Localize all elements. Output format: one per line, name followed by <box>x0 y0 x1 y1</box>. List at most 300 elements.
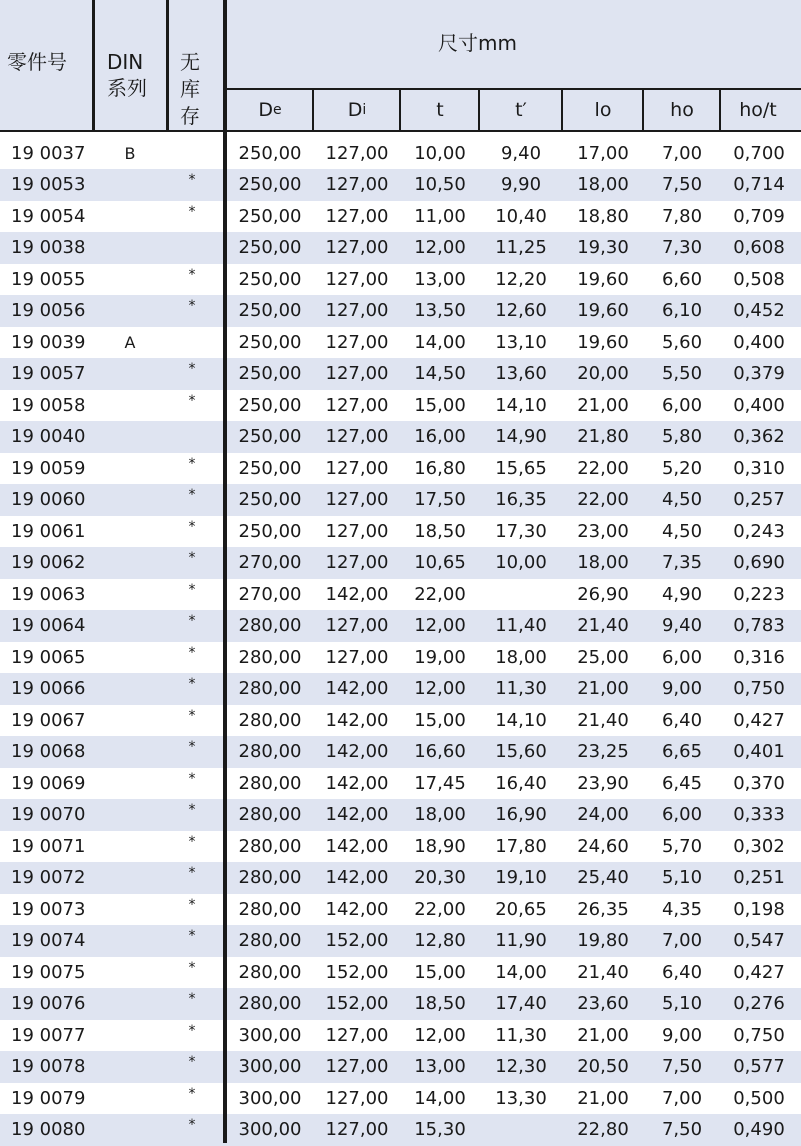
ho-cell: 5,20 <box>661 457 703 479</box>
t-cell: 15,00 <box>414 709 466 731</box>
t-prime-cell: 18,00 <box>495 646 547 668</box>
part-number-cell: 19 0067 <box>11 709 86 731</box>
no-stock-mark: * <box>188 613 196 629</box>
din-series-cell <box>94 201 166 233</box>
t-cell: 19,00 <box>414 646 466 668</box>
din-series-cell <box>94 579 166 611</box>
t-cell: 13,00 <box>414 268 466 290</box>
t-prime-cell: 17,30 <box>495 520 547 542</box>
t-cell: 20,30 <box>414 867 466 888</box>
header-de-sub: e <box>273 102 282 118</box>
divider-header-body <box>0 130 801 132</box>
table-row <box>0 705 801 737</box>
t-prime-cell: 16,35 <box>495 489 547 510</box>
di-cell: 127,00 <box>325 300 389 321</box>
lo-cell: 17,00 <box>577 142 629 164</box>
table-row <box>0 768 801 800</box>
t-cell: 15,00 <box>414 961 466 983</box>
lo-cell: 19,60 <box>577 268 629 290</box>
no-stock-mark: * <box>188 1054 196 1070</box>
di-cell: 142,00 <box>325 741 389 762</box>
no-stock-mark <box>168 138 216 170</box>
din-series-cell <box>94 358 166 390</box>
ho-t-cell: 0,452 <box>733 300 785 321</box>
ho-cell: 6,10 <box>661 300 703 321</box>
t-cell: 17,45 <box>414 772 466 794</box>
t-prime-cell: 12,20 <box>495 268 547 290</box>
table-row <box>0 862 801 894</box>
din-series-cell <box>94 453 166 485</box>
part-number-cell: 19 0079 <box>11 1087 86 1109</box>
din-series-cell <box>94 169 166 201</box>
table-row <box>0 736 801 768</box>
t-prime-cell: 17,80 <box>495 835 547 857</box>
lo-cell: 23,00 <box>577 520 629 542</box>
t-cell: 16,60 <box>414 741 466 762</box>
table-row <box>0 169 801 201</box>
header-part-no: 零件号 <box>7 50 67 74</box>
de-cell: 280,00 <box>238 678 302 699</box>
header-ho: ho <box>670 99 694 121</box>
ho-cell: 7,50 <box>661 1119 703 1140</box>
table-row <box>0 1083 801 1115</box>
no-stock-mark: * <box>188 676 196 692</box>
din-series-cell <box>94 957 166 989</box>
lo-cell: 21,80 <box>577 426 629 447</box>
divider-di-t <box>399 88 401 131</box>
lo-cell: 21,00 <box>577 1087 629 1109</box>
header-t-prime: t′ <box>515 99 527 121</box>
t-prime-cell: 9,90 <box>500 174 542 195</box>
lo-cell: 24,00 <box>577 804 629 825</box>
part-number-cell: 19 0074 <box>11 930 86 951</box>
de-cell: 280,00 <box>238 898 302 920</box>
no-stock-mark: * <box>188 644 196 661</box>
de-cell: 280,00 <box>238 961 302 983</box>
din-series-cell <box>94 799 166 831</box>
t-cell: 18,00 <box>414 804 466 825</box>
table-row <box>0 925 801 957</box>
di-cell: 142,00 <box>325 678 389 699</box>
di-cell: 127,00 <box>325 331 389 353</box>
lo-cell: 26,35 <box>577 898 629 920</box>
no-stock-mark: * <box>188 770 196 787</box>
lo-cell: 22,00 <box>577 489 629 510</box>
no-stock-mark: * <box>188 1117 196 1133</box>
part-number-cell: 19 0039 <box>11 331 86 353</box>
header-t: t <box>436 99 444 121</box>
din-series-cell <box>94 988 166 1020</box>
divider-part-din <box>92 0 95 131</box>
di-cell: 152,00 <box>325 930 389 951</box>
no-stock-mark: * <box>188 203 196 220</box>
ho-cell: 4,35 <box>661 898 703 920</box>
t-cell: 17,50 <box>414 489 466 510</box>
t-cell: 15,00 <box>414 394 466 416</box>
t-prime-cell: 12,30 <box>495 1056 547 1077</box>
din-series-cell <box>94 421 166 453</box>
header-de-main: D <box>258 99 273 121</box>
lo-cell: 19,30 <box>577 237 629 258</box>
di-cell: 127,00 <box>325 268 389 290</box>
lo-cell: 19,60 <box>577 300 629 321</box>
table-row <box>0 642 801 674</box>
de-cell: 250,00 <box>238 205 302 227</box>
t-cell: 12,00 <box>414 1024 466 1046</box>
table-row <box>0 957 801 989</box>
di-cell: 127,00 <box>325 1056 389 1077</box>
t-cell: 12,80 <box>414 930 466 951</box>
part-number-cell: 19 0070 <box>11 804 86 825</box>
de-cell: 250,00 <box>238 489 302 510</box>
ho-t-cell: 0,690 <box>733 552 785 573</box>
ho-cell: 5,80 <box>661 426 703 447</box>
no-stock-mark: * <box>188 707 196 724</box>
no-stock-mark: * <box>188 392 196 409</box>
de-cell: 250,00 <box>238 268 302 290</box>
di-cell: 127,00 <box>325 1087 389 1109</box>
table-row <box>0 988 801 1020</box>
part-number-cell: 19 0072 <box>11 867 86 888</box>
divider-tp-lo <box>561 88 563 131</box>
lo-cell: 19,80 <box>577 930 629 951</box>
lo-cell: 18,00 <box>577 552 629 573</box>
no-stock-mark: * <box>188 361 196 377</box>
lo-cell: 25,40 <box>577 867 629 888</box>
t-prime-cell: 15,60 <box>495 741 547 762</box>
de-cell: 280,00 <box>238 867 302 888</box>
ho-t-cell: 0,500 <box>733 1087 785 1109</box>
t-cell: 14,50 <box>414 363 466 384</box>
ho-t-cell: 0,379 <box>733 363 785 384</box>
ho-t-cell: 0,750 <box>733 1024 785 1046</box>
din-series-cell <box>94 484 166 516</box>
ho-t-cell: 0,508 <box>733 268 785 290</box>
ho-t-cell: 0,427 <box>733 709 785 731</box>
lo-cell: 18,80 <box>577 205 629 227</box>
di-cell: 127,00 <box>325 363 389 384</box>
ho-t-cell: 0,370 <box>733 772 785 794</box>
no-stock-mark: * <box>188 865 196 881</box>
part-number-cell: 19 0038 <box>11 237 86 258</box>
ho-t-cell: 0,700 <box>733 142 785 164</box>
lo-cell: 24,60 <box>577 835 629 857</box>
no-stock-mark: * <box>188 487 196 503</box>
de-cell: 250,00 <box>238 174 302 195</box>
divider-din-stock <box>166 0 169 131</box>
de-cell: 250,00 <box>238 300 302 321</box>
no-stock-mark: * <box>188 550 196 566</box>
part-number-cell: 19 0073 <box>11 898 86 920</box>
t-prime-cell: 13,30 <box>495 1087 547 1109</box>
no-stock-mark <box>168 232 216 264</box>
part-number-cell: 19 0077 <box>11 1024 86 1046</box>
t-cell: 22,00 <box>414 583 466 605</box>
table-row <box>0 201 801 233</box>
ho-t-cell: 0,276 <box>733 993 785 1014</box>
t-prime-cell: 14,90 <box>495 426 547 447</box>
lo-cell: 26,90 <box>577 583 629 605</box>
t-prime-cell: 11,40 <box>495 615 547 636</box>
de-cell: 280,00 <box>238 835 302 857</box>
ho-t-cell: 0,783 <box>733 615 785 636</box>
divider-ho-hot <box>719 88 721 131</box>
ho-cell: 7,00 <box>661 1087 703 1109</box>
din-series-cell <box>94 925 166 957</box>
de-cell: 280,00 <box>238 993 302 1014</box>
header-dimensions-title: 尺寸mm <box>438 31 517 55</box>
part-number-cell: 19 0068 <box>11 741 86 762</box>
de-cell: 300,00 <box>238 1087 302 1109</box>
part-number-cell: 19 0037 <box>11 142 86 164</box>
no-stock-mark: * <box>188 581 196 598</box>
no-stock-mark: * <box>188 455 196 472</box>
ho-t-cell: 0,223 <box>733 583 785 605</box>
din-series-cell <box>94 862 166 894</box>
part-number-cell: 19 0066 <box>11 678 86 699</box>
di-cell: 142,00 <box>325 867 389 888</box>
table-row <box>0 1114 801 1146</box>
table-row <box>0 453 801 485</box>
lo-cell: 21,40 <box>577 961 629 983</box>
di-cell: 127,00 <box>325 142 389 164</box>
ho-cell: 5,50 <box>661 363 703 384</box>
no-stock-mark: * <box>188 1022 196 1039</box>
no-stock-mark: * <box>188 739 196 755</box>
de-cell: 300,00 <box>238 1119 302 1140</box>
de-cell: 250,00 <box>238 426 302 447</box>
no-stock-mark: * <box>188 959 196 976</box>
t-prime-cell: 13,10 <box>495 331 547 353</box>
de-cell: 280,00 <box>238 741 302 762</box>
t-cell: 13,00 <box>414 1056 466 1077</box>
table-row <box>0 138 801 170</box>
table-row <box>0 673 801 705</box>
header-stock-line3: 存 <box>180 104 200 128</box>
ho-t-cell: 0,198 <box>733 898 785 920</box>
de-cell: 280,00 <box>238 804 302 825</box>
di-cell: 127,00 <box>325 1119 389 1140</box>
t-cell: 10,65 <box>414 552 466 573</box>
ho-cell: 6,65 <box>661 741 703 762</box>
din-series-cell: B <box>124 143 136 163</box>
header-stock-line2: 库 <box>180 77 200 101</box>
di-cell: 127,00 <box>325 552 389 573</box>
header-di <box>314 92 400 128</box>
ho-t-cell: 0,400 <box>733 331 785 353</box>
ho-cell: 7,80 <box>661 205 703 227</box>
din-series-cell <box>94 642 166 674</box>
ho-t-cell: 0,400 <box>733 394 785 416</box>
header-din-line1: DIN <box>107 50 144 74</box>
de-cell: 250,00 <box>238 237 302 258</box>
din-series-cell <box>94 610 166 642</box>
t-prime-cell: 16,40 <box>495 772 547 794</box>
din-series-cell <box>94 831 166 863</box>
ho-t-cell: 0,310 <box>733 457 785 479</box>
ho-t-cell: 0,709 <box>733 205 785 227</box>
lo-cell: 25,00 <box>577 646 629 668</box>
din-series-cell <box>94 390 166 422</box>
de-cell: 280,00 <box>238 646 302 668</box>
t-prime-cell: 14,10 <box>495 394 547 416</box>
header-di-main: D <box>347 99 363 121</box>
di-cell: 127,00 <box>325 520 389 542</box>
part-number-cell: 19 0056 <box>11 300 86 321</box>
part-number-cell: 19 0054 <box>11 205 86 227</box>
t-cell: 18,90 <box>414 835 466 857</box>
table-row <box>0 1020 801 1052</box>
header-lo: lo <box>594 99 612 121</box>
table-row <box>0 831 801 863</box>
no-stock-mark: * <box>188 802 196 818</box>
di-cell: 127,00 <box>325 394 389 416</box>
t-prime-cell <box>480 579 562 611</box>
di-cell: 152,00 <box>325 961 389 983</box>
de-cell: 250,00 <box>238 331 302 353</box>
ho-t-cell: 0,257 <box>733 489 785 510</box>
t-prime-cell: 14,00 <box>495 961 547 983</box>
table-row <box>0 421 801 453</box>
t-prime-cell: 11,90 <box>495 930 547 951</box>
ho-t-cell: 0,490 <box>733 1119 785 1140</box>
t-prime-cell <box>480 1114 562 1146</box>
ho-t-cell: 0,547 <box>733 930 785 951</box>
din-series-cell: A <box>124 332 136 352</box>
part-number-cell: 19 0069 <box>11 772 86 794</box>
t-cell: 22,00 <box>414 898 466 920</box>
table-row <box>0 579 801 611</box>
lo-cell: 22,80 <box>577 1119 629 1140</box>
ho-cell: 6,60 <box>661 268 703 290</box>
no-stock-mark: * <box>188 266 196 283</box>
table-row <box>0 232 801 264</box>
de-cell: 250,00 <box>238 394 302 416</box>
t-prime-cell: 17,40 <box>495 993 547 1014</box>
t-prime-cell: 16,90 <box>495 804 547 825</box>
part-number-cell: 19 0063 <box>11 583 86 605</box>
part-number-cell: 19 0071 <box>11 835 86 857</box>
ho-cell: 7,35 <box>661 552 703 573</box>
t-prime-cell: 14,10 <box>495 709 547 731</box>
table-row <box>0 264 801 296</box>
di-cell: 127,00 <box>325 489 389 510</box>
ho-cell: 6,40 <box>661 961 703 983</box>
divider-stock-dims <box>223 0 227 1143</box>
din-series-cell <box>94 736 166 768</box>
t-cell: 14,00 <box>414 331 466 353</box>
ho-cell: 6,40 <box>661 709 703 731</box>
part-number-cell: 19 0040 <box>11 426 86 447</box>
din-series-cell <box>94 1051 166 1083</box>
ho-cell: 5,10 <box>661 993 703 1014</box>
part-number-cell: 19 0065 <box>11 646 86 668</box>
t-cell: 12,00 <box>414 237 466 258</box>
din-series-cell <box>94 264 166 296</box>
t-cell: 12,00 <box>414 615 466 636</box>
part-number-cell: 19 0061 <box>11 520 86 542</box>
no-stock-mark: * <box>188 991 196 1007</box>
ho-cell: 4,90 <box>661 583 703 605</box>
t-cell: 14,00 <box>414 1087 466 1109</box>
part-number-cell: 19 0055 <box>11 268 86 290</box>
ho-cell: 7,00 <box>661 930 703 951</box>
di-cell: 142,00 <box>325 835 389 857</box>
de-cell: 250,00 <box>238 457 302 479</box>
di-cell: 127,00 <box>325 174 389 195</box>
header-di-sub: i <box>362 102 367 118</box>
din-series-cell <box>94 232 166 264</box>
de-cell: 250,00 <box>238 520 302 542</box>
divider-de-di <box>312 88 314 131</box>
part-number-cell: 19 0075 <box>11 961 86 983</box>
ho-cell: 4,50 <box>661 489 703 510</box>
table-row <box>0 516 801 548</box>
header-din-line2: 系列 <box>107 76 147 100</box>
table-row <box>0 610 801 642</box>
ho-t-cell: 0,251 <box>733 867 785 888</box>
de-cell: 280,00 <box>238 930 302 951</box>
din-series-cell <box>94 1114 166 1146</box>
de-cell: 250,00 <box>238 142 302 164</box>
t-prime-cell: 19,10 <box>495 867 547 888</box>
lo-cell: 18,00 <box>577 174 629 195</box>
no-stock-mark <box>168 421 216 453</box>
table-row <box>0 547 801 579</box>
t-cell: 16,00 <box>414 426 466 447</box>
table-row <box>0 1051 801 1083</box>
part-number-cell: 19 0078 <box>11 1056 86 1077</box>
ho-cell: 6,00 <box>661 804 703 825</box>
table-row <box>0 799 801 831</box>
ho-t-cell: 0,577 <box>733 1056 785 1077</box>
part-number-cell: 19 0060 <box>11 489 86 510</box>
table-row <box>0 894 801 926</box>
de-cell: 270,00 <box>238 552 302 573</box>
ho-t-cell: 0,427 <box>733 961 785 983</box>
table-row <box>0 358 801 390</box>
t-prime-cell: 20,65 <box>495 898 547 920</box>
de-cell: 250,00 <box>238 363 302 384</box>
di-cell: 142,00 <box>325 804 389 825</box>
de-cell: 300,00 <box>238 1024 302 1046</box>
ho-cell: 4,50 <box>661 520 703 542</box>
table-row <box>0 390 801 422</box>
lo-cell: 22,00 <box>577 457 629 479</box>
di-cell: 127,00 <box>325 205 389 227</box>
lo-cell: 20,00 <box>577 363 629 384</box>
di-cell: 127,00 <box>325 237 389 258</box>
ho-cell: 6,00 <box>661 646 703 668</box>
t-cell: 10,50 <box>414 174 466 195</box>
lo-cell: 23,60 <box>577 993 629 1014</box>
part-number-cell: 19 0053 <box>11 174 86 195</box>
ho-cell: 7,50 <box>661 174 703 195</box>
lo-cell: 21,00 <box>577 394 629 416</box>
de-cell: 280,00 <box>238 772 302 794</box>
t-cell: 10,00 <box>414 142 466 164</box>
ho-t-cell: 0,362 <box>733 426 785 447</box>
ho-cell: 6,45 <box>661 772 703 794</box>
t-prime-cell: 9,40 <box>500 142 542 164</box>
t-prime-cell: 12,60 <box>495 300 547 321</box>
no-stock-mark: * <box>188 518 196 535</box>
lo-cell: 23,25 <box>577 741 629 762</box>
ho-cell: 9,00 <box>661 678 703 699</box>
din-series-cell <box>94 295 166 327</box>
de-cell: 280,00 <box>238 615 302 636</box>
table-row <box>0 484 801 516</box>
